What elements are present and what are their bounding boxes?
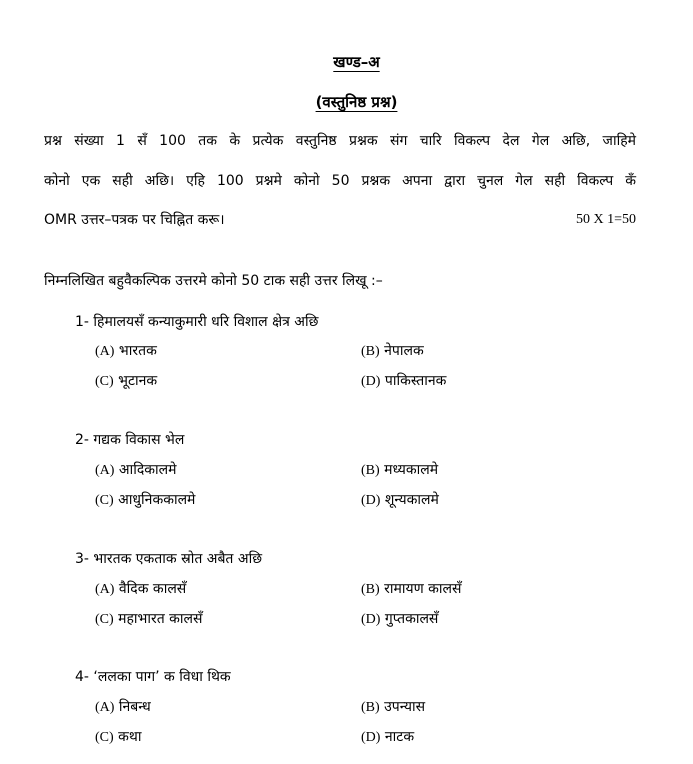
question-3-option-b (361, 579, 462, 600)
option-text: नेपालक (384, 343, 424, 359)
question-3-option-d (361, 609, 438, 630)
question-1-option-b (361, 341, 424, 362)
section-subtitle: (वस्तुनिष्ठ प्रश्न) (315, 93, 398, 111)
option-letter: (A) (95, 463, 115, 478)
question-1: 1- हिमालयसँ कन्याकुमारी धरि विशाल क्षेत्र अछि (75, 314, 319, 330)
option-letter: (A) (95, 582, 115, 597)
option-text: रामायण कालसँ (384, 581, 462, 597)
option-letter: (C) (95, 374, 114, 389)
option-text: आधुनिककालमे (118, 492, 196, 508)
option-letter: (C) (95, 612, 114, 627)
option-letter: (B) (361, 582, 380, 597)
option-letter: (A) (95, 344, 115, 359)
question-1-option-c (95, 371, 157, 392)
option-text: कथा (118, 729, 142, 745)
option-text: पाकिस्तानक (384, 373, 447, 389)
option-letter: (B) (361, 463, 380, 478)
option-text: वैदिक कालसँ (118, 581, 187, 597)
question-4: 4- ‘ललका पाग’ क विधा थिक (75, 669, 231, 685)
option-text: निबन्ध (118, 699, 151, 715)
question-2-option-c (95, 490, 195, 511)
option-text: नाटक (384, 729, 415, 745)
option-letter: (D) (361, 493, 381, 508)
option-text: महाभारत कालसँ (118, 611, 203, 627)
option-text: गुप्तकालसँ (384, 611, 439, 627)
question-3: 3- भारतक एकताक स्रोत अबैत अछि (75, 551, 263, 567)
option-letter: (A) (95, 700, 115, 715)
intro-line-2: कोनो एक सही अछि। एहि 100 प्रश्नमे कोनो 50 प्रश्नक अपना द्वारा चुनल गेल सही विकल्प कँ (44, 173, 636, 189)
question-2-option-b (361, 460, 438, 481)
question-1-option-a (95, 341, 157, 362)
option-text: मध्यकालमे (384, 462, 439, 478)
option-letter: (C) (95, 730, 114, 745)
question-3-option-a (95, 579, 186, 600)
option-text: उपन्यास (384, 699, 426, 715)
intro-line-3: OMR उत्तर–पत्रक पर चिह्नित करू। (44, 212, 225, 228)
question-4-option-b (361, 697, 425, 718)
intro-line-1: प्रश्न संख्या 1 सँ 100 तक के प्रत्येक वस्तुनिष्ठ प्रश्नक संग चारि विकल्प देल गेल अछि, जाहिमे (44, 133, 636, 149)
instruction-text: निम्नलिखित बहुवैकल्पिक उत्तरमे कोनो 50 टाक सही उत्तर लिखू :– (44, 273, 383, 289)
marks-allocation: 50 X 1=50 (575, 212, 636, 227)
question-4-option-a (95, 697, 151, 718)
option-letter: (D) (361, 374, 381, 389)
question-1-option-d (361, 371, 446, 392)
option-letter: (D) (361, 730, 381, 745)
question-3-option-c (95, 609, 203, 630)
option-text: आदिकालमे (118, 462, 177, 478)
option-letter: (B) (361, 700, 380, 715)
question-2-option-d (361, 490, 439, 511)
section-title: खण्ड–अ (333, 53, 380, 71)
question-2-option-a (95, 460, 177, 481)
option-letter: (B) (361, 344, 380, 359)
question-4-option-d (361, 727, 414, 748)
question-4-option-c (95, 727, 141, 748)
question-2: 2- गद्यक विकास भेल (75, 432, 185, 448)
option-letter: (C) (95, 493, 114, 508)
option-letter: (D) (361, 612, 381, 627)
option-text: भारतक (118, 343, 157, 359)
option-text: भूटानक (118, 373, 158, 389)
option-text: शून्यकालमे (384, 492, 439, 508)
